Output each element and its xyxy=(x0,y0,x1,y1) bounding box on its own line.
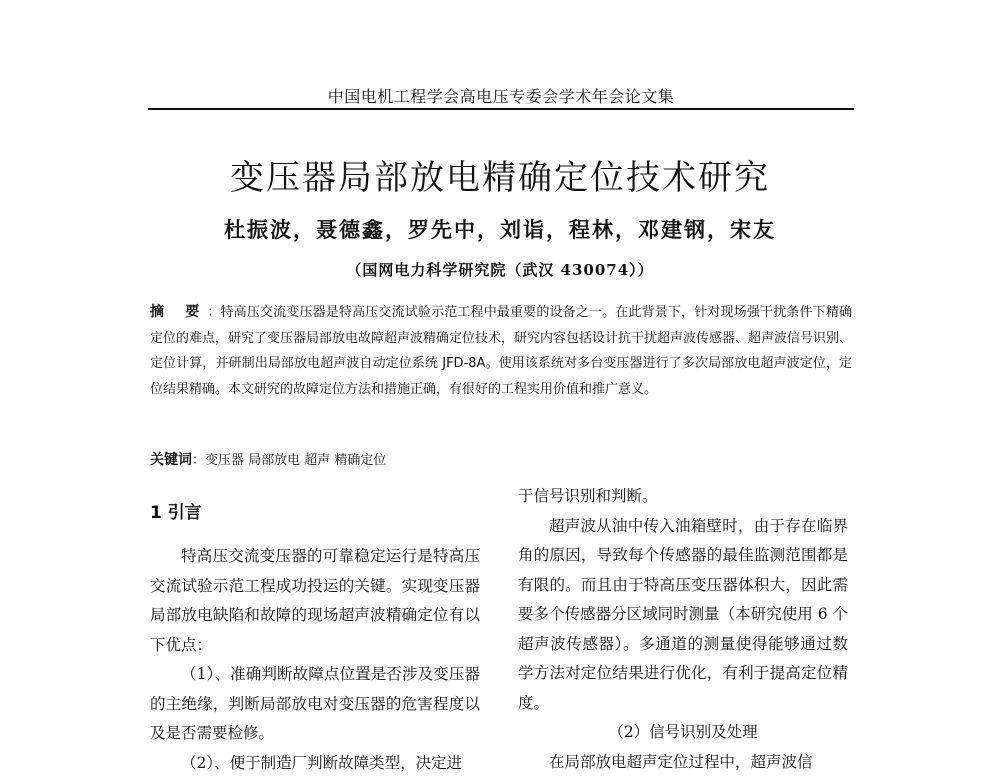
abstract-label: 摘 要 xyxy=(150,304,207,320)
left-column xyxy=(150,500,480,778)
paper-title: 变压器局部放电精确定位技术研究 xyxy=(120,150,880,199)
abstract-text: ：特高压交流变压器是特高压交流试验示范工程中最重要的设备之一。在此背景下，针对现场强干扰条件下精确定位的难点，研究了变压器局部放电故障超声波精确定位技术，研究内容包括设计抗干扰超声波传感器、超声波信号识别、定位计算，并研制出局部放电超声波自动定位系统 JFD-8A。使用该系统对多台变压器进行了多次局部放电超声波定位，定位结果精确。本文研究的故障定位方法和措施正确，有很好的工程实用价值和推广意义。 xyxy=(150,305,852,397)
keywords xyxy=(150,449,852,469)
affiliation: （国网电力科学研究院（武汉 430074）） xyxy=(120,259,880,280)
paragraph: 在局部放电超声定位过程中，超声波信 xyxy=(518,748,848,778)
abstract xyxy=(150,300,852,402)
running-head: 中国电机工程学会高电压专委会学术年会论文集 xyxy=(150,84,852,107)
section-heading-introduction: 1 引言 xyxy=(150,500,480,526)
right-column xyxy=(518,482,848,777)
subsection-heading: （2）信号识别及处理 xyxy=(518,718,848,748)
keywords-text: ：变压器 局部放电 超声 精确定位 xyxy=(192,453,386,468)
keywords-label: 关键词 xyxy=(150,452,192,468)
paragraph: （2）、便于制造厂判断故障类型，决定进 xyxy=(150,749,480,778)
header-rule xyxy=(148,108,854,110)
paragraph: 超声波从油中传入油箱壁时，由于存在临界角的原因，导致每个传感器的最佳监测范围都是有限的。而且由于特高压变压器体积大，因此需要多个传感器分区域同时测量（本研究使用 6 个超声波传感器）。多通道的测量使得能够通过数学方法对定位结果进行优化，有利于提高定位精度。 xyxy=(518,512,848,719)
author-list: 杜振波，聂德鑫，罗先中，刘诣，程林，邓建钢，宋友 xyxy=(120,214,880,244)
paragraph: 特高压交流变压器的可靠稳定运行是特高压交流试验示范工程成功投运的关键。实现变压器局部放电缺陷和故障的现场超声波精确定位有以下优点： xyxy=(150,542,480,660)
paragraph: （1）、准确判断故障点位置是否涉及变压器的主绝缘，判断局部放电对变压器的危害程度以及是否需要检修。 xyxy=(150,660,480,749)
paragraph-continuation: 于信号识别和判断。 xyxy=(518,482,848,512)
